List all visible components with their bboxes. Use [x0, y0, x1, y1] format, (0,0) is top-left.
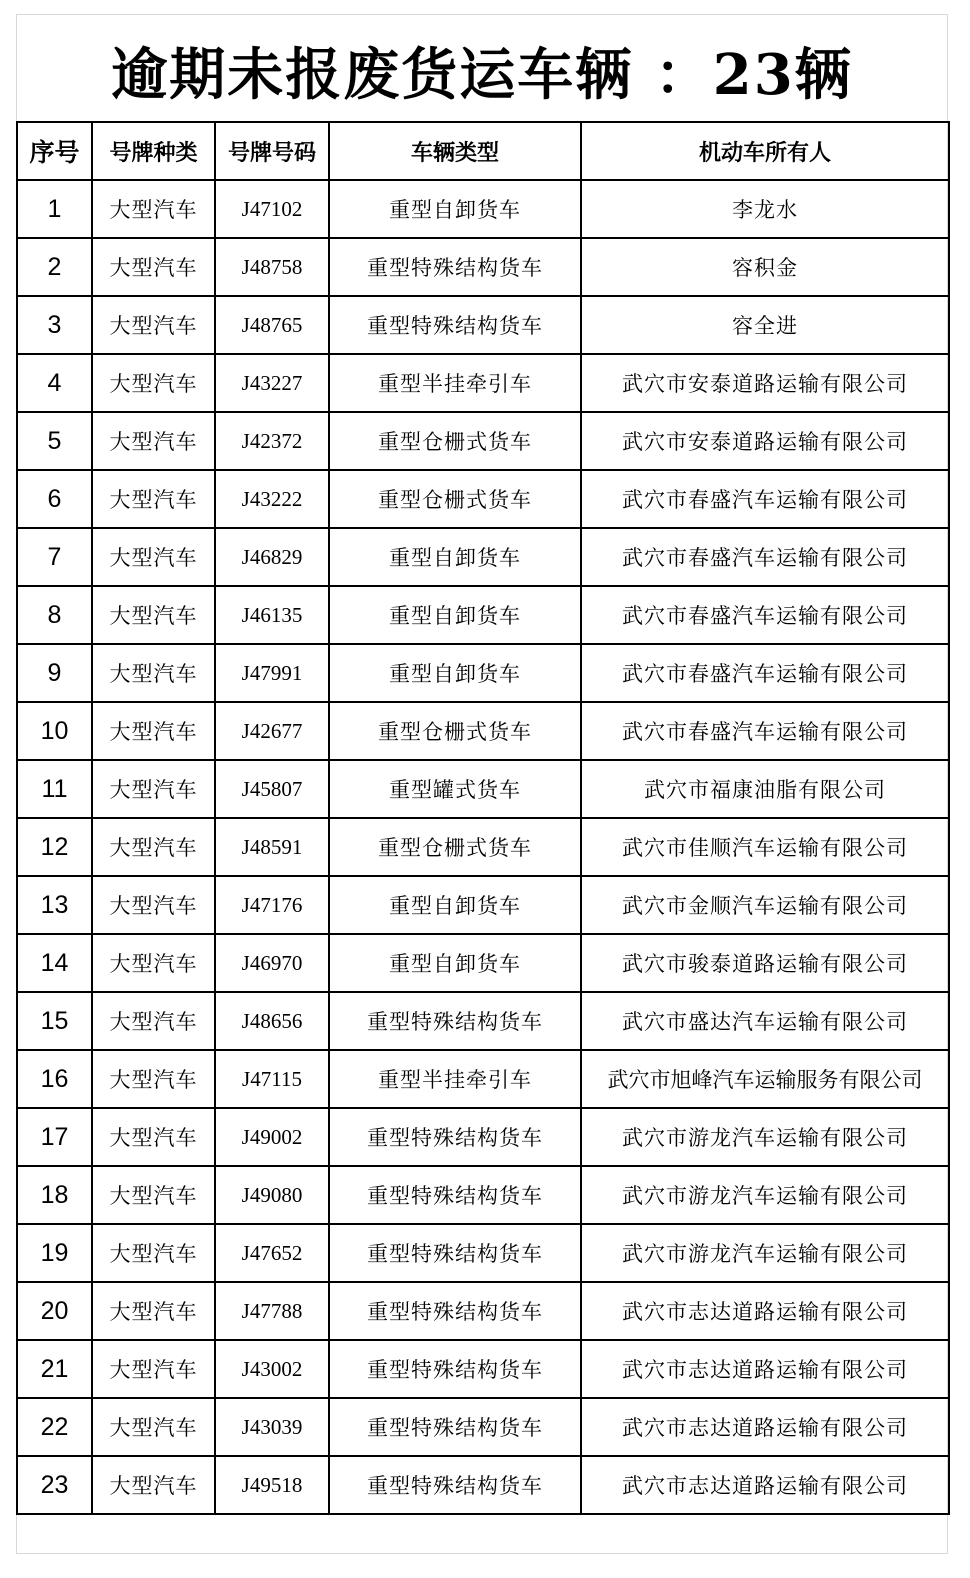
- cell-plate-kind: 大型汽车: [92, 528, 215, 586]
- cell-owner: 武穴市游龙汽车运输有限公司: [581, 1166, 949, 1224]
- cell-vehicle-type: 重型特殊结构货车: [329, 1398, 581, 1456]
- table-row: [17, 1050, 949, 1108]
- cell-index: 1: [17, 180, 92, 238]
- cell-plate-kind: 大型汽车: [92, 760, 215, 818]
- cell-owner: 容全进: [581, 296, 949, 354]
- cell-plate-kind: 大型汽车: [92, 702, 215, 760]
- cell-index: 2: [17, 238, 92, 296]
- cell-plate-number: J43222: [215, 470, 329, 528]
- cell-owner: 武穴市盛达汽车运输有限公司: [581, 992, 949, 1050]
- cell-index: 21: [17, 1340, 92, 1398]
- page-title: 逾期未报废货运车辆 ：23辆: [111, 42, 853, 108]
- cell-plate-kind: 大型汽车: [92, 644, 215, 702]
- table-row: [17, 876, 949, 934]
- cell-owner: 武穴市安泰道路运输有限公司: [581, 354, 949, 412]
- cell-owner: 武穴市佳顺汽车运输有限公司: [581, 818, 949, 876]
- cell-plate-number: J48656: [215, 992, 329, 1050]
- table-row: [17, 412, 949, 470]
- cell-index: 4: [17, 354, 92, 412]
- header-plate-number: 号牌号码: [215, 122, 329, 180]
- cell-plate-number: J43002: [215, 1340, 329, 1398]
- cell-owner: 武穴市金顺汽车运输有限公司: [581, 876, 949, 934]
- header-index: 序号: [17, 122, 92, 180]
- table-row: [17, 180, 949, 238]
- cell-vehicle-type: 重型特殊结构货车: [329, 238, 581, 296]
- cell-plate-number: J43039: [215, 1398, 329, 1456]
- cell-vehicle-type: 重型自卸货车: [329, 876, 581, 934]
- table-row: [17, 238, 949, 296]
- cell-index: 19: [17, 1224, 92, 1282]
- cell-index: 16: [17, 1050, 92, 1108]
- cell-vehicle-type: 重型自卸货车: [329, 644, 581, 702]
- cell-vehicle-type: 重型特殊结构货车: [329, 1108, 581, 1166]
- cell-vehicle-type: 重型半挂牵引车: [329, 354, 581, 412]
- cell-vehicle-type: 重型仓栅式货车: [329, 818, 581, 876]
- table-row: [17, 702, 949, 760]
- cell-plate-kind: 大型汽车: [92, 180, 215, 238]
- table-row: [17, 1224, 949, 1282]
- cell-plate-number: J47102: [215, 180, 329, 238]
- cell-plate-kind: 大型汽车: [92, 1224, 215, 1282]
- cell-plate-kind: 大型汽车: [92, 876, 215, 934]
- cell-plate-number: J48591: [215, 818, 329, 876]
- cell-vehicle-type: 重型特殊结构货车: [329, 1166, 581, 1224]
- cell-index: 5: [17, 412, 92, 470]
- table-row: [17, 1398, 949, 1456]
- cell-vehicle-type: 重型自卸货车: [329, 934, 581, 992]
- cell-plate-number: J43227: [215, 354, 329, 412]
- cell-vehicle-type: 重型半挂牵引车: [329, 1050, 581, 1108]
- cell-plate-kind: 大型汽车: [92, 1108, 215, 1166]
- cell-plate-kind: 大型汽车: [92, 412, 215, 470]
- cell-plate-number: J49518: [215, 1456, 329, 1514]
- cell-plate-number: J49002: [215, 1108, 329, 1166]
- header-plate-kind: 号牌种类: [92, 122, 215, 180]
- cell-owner: 武穴市志达道路运输有限公司: [581, 1398, 949, 1456]
- cell-index: 9: [17, 644, 92, 702]
- cell-owner: 武穴市春盛汽车运输有限公司: [581, 702, 949, 760]
- cell-owner: 容积金: [581, 238, 949, 296]
- cell-index: 10: [17, 702, 92, 760]
- cell-owner: 武穴市春盛汽车运输有限公司: [581, 528, 949, 586]
- cell-owner: 武穴市安泰道路运输有限公司: [581, 412, 949, 470]
- cell-vehicle-type: 重型自卸货车: [329, 586, 581, 644]
- cell-plate-number: J42372: [215, 412, 329, 470]
- header-owner: 机动车所有人: [581, 122, 949, 180]
- cell-owner: 武穴市志达道路运输有限公司: [581, 1340, 949, 1398]
- cell-plate-number: J46829: [215, 528, 329, 586]
- cell-owner: 武穴市春盛汽车运输有限公司: [581, 470, 949, 528]
- table-row: [17, 1340, 949, 1398]
- cell-plate-kind: 大型汽车: [92, 586, 215, 644]
- cell-plate-number: J48765: [215, 296, 329, 354]
- cell-owner: 武穴市游龙汽车运输有限公司: [581, 1224, 949, 1282]
- table-row: [17, 644, 949, 702]
- table-row: [17, 934, 949, 992]
- cell-owner: 武穴市志达道路运输有限公司: [581, 1456, 949, 1514]
- cell-owner: 李龙水: [581, 180, 949, 238]
- cell-plate-number: J47788: [215, 1282, 329, 1340]
- cell-plate-kind: 大型汽车: [92, 354, 215, 412]
- header-vehicle-type: 车辆类型: [329, 122, 581, 180]
- cell-plate-number: J42677: [215, 702, 329, 760]
- cell-index: 22: [17, 1398, 92, 1456]
- cell-plate-kind: 大型汽车: [92, 818, 215, 876]
- cell-plate-number: J46135: [215, 586, 329, 644]
- cell-owner: 武穴市游龙汽车运输有限公司: [581, 1108, 949, 1166]
- cell-vehicle-type: 重型仓栅式货车: [329, 470, 581, 528]
- table-row: [17, 1108, 949, 1166]
- cell-index: 13: [17, 876, 92, 934]
- cell-owner: 武穴市春盛汽车运输有限公司: [581, 644, 949, 702]
- table-row: [17, 296, 949, 354]
- cell-index: 11: [17, 760, 92, 818]
- cell-plate-kind: 大型汽车: [92, 1166, 215, 1224]
- cell-plate-number: J47652: [215, 1224, 329, 1282]
- cell-vehicle-type: 重型特殊结构货车: [329, 1224, 581, 1282]
- cell-vehicle-type: 重型自卸货车: [329, 180, 581, 238]
- cell-plate-number: J47115: [215, 1050, 329, 1108]
- cell-vehicle-type: 重型仓栅式货车: [329, 412, 581, 470]
- cell-vehicle-type: 重型特殊结构货车: [329, 1340, 581, 1398]
- cell-owner: 武穴市骏泰道路运输有限公司: [581, 934, 949, 992]
- cell-index: 8: [17, 586, 92, 644]
- cell-plate-kind: 大型汽车: [92, 470, 215, 528]
- cell-index: 14: [17, 934, 92, 992]
- cell-index: 23: [17, 1456, 92, 1514]
- cell-vehicle-type: 重型特殊结构货车: [329, 1282, 581, 1340]
- table-row: [17, 760, 949, 818]
- cell-plate-number: J48758: [215, 238, 329, 296]
- cell-plate-number: J45807: [215, 760, 329, 818]
- cell-owner: 武穴市旭峰汽车运输服务有限公司: [581, 1050, 949, 1108]
- cell-plate-number: J47991: [215, 644, 329, 702]
- table-row: [17, 354, 949, 412]
- cell-plate-kind: 大型汽车: [92, 296, 215, 354]
- cell-index: 15: [17, 992, 92, 1050]
- cell-index: 12: [17, 818, 92, 876]
- cell-vehicle-type: 重型特殊结构货车: [329, 992, 581, 1050]
- cell-vehicle-type: 重型特殊结构货车: [329, 296, 581, 354]
- cell-owner: 武穴市春盛汽车运输有限公司: [581, 586, 949, 644]
- cell-plate-kind: 大型汽车: [92, 1456, 215, 1514]
- cell-plate-number: J46970: [215, 934, 329, 992]
- cell-owner: 武穴市福康油脂有限公司: [581, 760, 949, 818]
- cell-plate-kind: 大型汽车: [92, 992, 215, 1050]
- table-row: [17, 470, 949, 528]
- cell-plate-kind: 大型汽车: [92, 1282, 215, 1340]
- cell-plate-kind: 大型汽车: [92, 1050, 215, 1108]
- cell-plate-kind: 大型汽车: [92, 238, 215, 296]
- cell-index: 3: [17, 296, 92, 354]
- cell-vehicle-type: 重型特殊结构货车: [329, 1456, 581, 1514]
- vehicle-table: [16, 121, 950, 1515]
- cell-plate-kind: 大型汽车: [92, 934, 215, 992]
- cell-plate-number: J47176: [215, 876, 329, 934]
- table-row: [17, 1282, 949, 1340]
- cell-vehicle-type: 重型仓栅式货车: [329, 702, 581, 760]
- cell-owner: 武穴市志达道路运输有限公司: [581, 1282, 949, 1340]
- cell-index: 7: [17, 528, 92, 586]
- cell-plate-kind: 大型汽车: [92, 1340, 215, 1398]
- table-row: [17, 818, 949, 876]
- table-row: [17, 1456, 949, 1514]
- table-row: [17, 992, 949, 1050]
- cell-index: 17: [17, 1108, 92, 1166]
- cell-vehicle-type: 重型自卸货车: [329, 528, 581, 586]
- cell-plate-kind: 大型汽车: [92, 1398, 215, 1456]
- cell-index: 6: [17, 470, 92, 528]
- table-row: [17, 528, 949, 586]
- cell-vehicle-type: 重型罐式货车: [329, 760, 581, 818]
- cell-plate-number: J49080: [215, 1166, 329, 1224]
- table-header-row: [17, 122, 949, 180]
- table-row: [17, 1166, 949, 1224]
- table-row: [17, 586, 949, 644]
- cell-index: 20: [17, 1282, 92, 1340]
- cell-index: 18: [17, 1166, 92, 1224]
- table-body: [17, 180, 949, 1514]
